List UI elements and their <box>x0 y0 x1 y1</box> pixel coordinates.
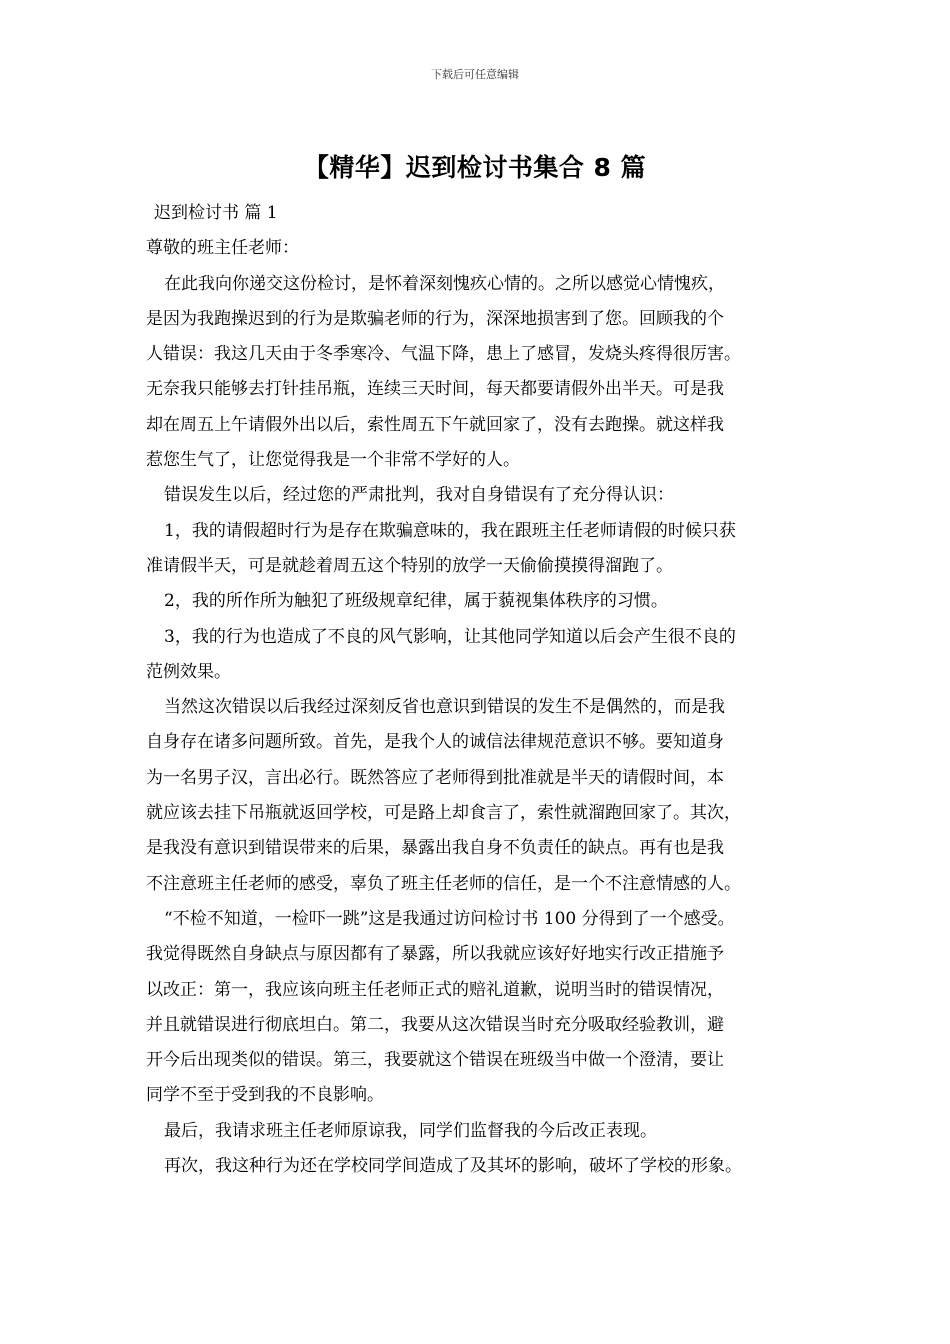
text-line: 开今后出现类似的错误。第三，我要就这个错误在班级当中做一个澄清，要让 <box>146 1050 724 1071</box>
text-line: 以改正：第一，我应该向班主任老师正式的赔礼道歉，说明当时的错误情况， <box>146 979 724 1000</box>
text-line: 尊敬的班主任老师： <box>146 238 299 259</box>
text-line: 是我没有意识到错误带来的后果，暴露出我自身不负责任的缺点。再有也是我 <box>146 838 724 859</box>
text-line: 自身存在诸多问题所致。首先，是我个人的诚信法律规范意识不够。要知道身 <box>146 732 724 753</box>
text-line: 3，我的行为也造成了不良的风气影响，让其他同学知道以后会产生很不良的 <box>164 626 736 647</box>
document-title: 【精华】迟到检讨书集合 8 篇 <box>303 153 647 182</box>
text-line: 迟到检讨书 篇 1 <box>154 203 278 223</box>
text-line: 当然这次错误以后我经过深刻反省也意识到错误的发生不是偶然的，而是我 <box>164 697 725 718</box>
text-line: 是因为我跑操迟到的行为是欺骗老师的行为，深深地损害到了您。回顾我的个 <box>146 308 724 329</box>
text-line: 我觉得既然自身缺点与原因都有了暴露，所以我就应该好好地实行改正措施予 <box>146 944 724 965</box>
text-line: 同学不至于受到我的不良影响。 <box>146 1085 384 1106</box>
text-line: 再次，我这种行为还在学校同学间造成了及其坏的影响，破坏了学校的形象。 <box>164 1156 742 1177</box>
text-line: 却在周五上午请假外出以后，索性周五下午就回家了，没有去跑操。就这样我 <box>146 414 724 435</box>
text-line: “不检不知道，一检吓一跳”这是我通过访问检讨书 100 分得到了一个感受。 <box>164 908 735 929</box>
text-line: 1，我的请假超时行为是存在欺骗意味的，我在跟班主任老师请假的时候只获 <box>164 520 736 541</box>
text-line: 2，我的所作所为触犯了班级规章纪律，属于藐视集体秩序的习惯。 <box>164 591 668 612</box>
text-line: 并且就错误进行彻底坦白。第二，我要从这次错误当时充分吸取经验教训，避 <box>146 1014 724 1035</box>
text-line: 就应该去挂下吊瓶就返回学校，可是路上却食言了，索性就溜跑回家了。其次， <box>146 803 741 824</box>
text-line: 惹您生气了，让您觉得我是一个非常不学好的人。 <box>146 450 520 471</box>
text-line: 在此我向你递交这份检讨，是怀着深刻愧疚心情的。之所以感觉心情愧疚， <box>164 273 725 294</box>
text-line: 为一名男子汉，言出必行。既然答应了老师得到批准就是半天的请假时间，本 <box>146 767 724 788</box>
header-note: 下载后可任意编辑 <box>431 68 519 81</box>
text-line: 人错误：我这几天由于冬季寒冷、气温下降，患上了感冒，发烧头疼得很厉害。 <box>146 344 741 365</box>
text-line: 不注意班主任老师的感受，辜负了班主任老师的信任，是一个不注意情感的人。 <box>146 873 741 894</box>
text-line: 范例效果。 <box>146 661 231 682</box>
text-line: 错误发生以后，经过您的严肃批判，我对自身错误有了充分得认识： <box>164 485 674 506</box>
document-body <box>146 196 822 1184</box>
text-line: 无奈我只能够去打针挂吊瓶，连续三天时间，每天都要请假外出半天。可是我 <box>146 379 724 400</box>
text-line: 准请假半天，可是就趁着周五这个特别的放学一天偷偷摸摸得溜跑了。 <box>146 555 673 576</box>
text-line: 最后，我请求班主任老师原谅我，同学们监督我的今后改正表现。 <box>164 1120 657 1141</box>
